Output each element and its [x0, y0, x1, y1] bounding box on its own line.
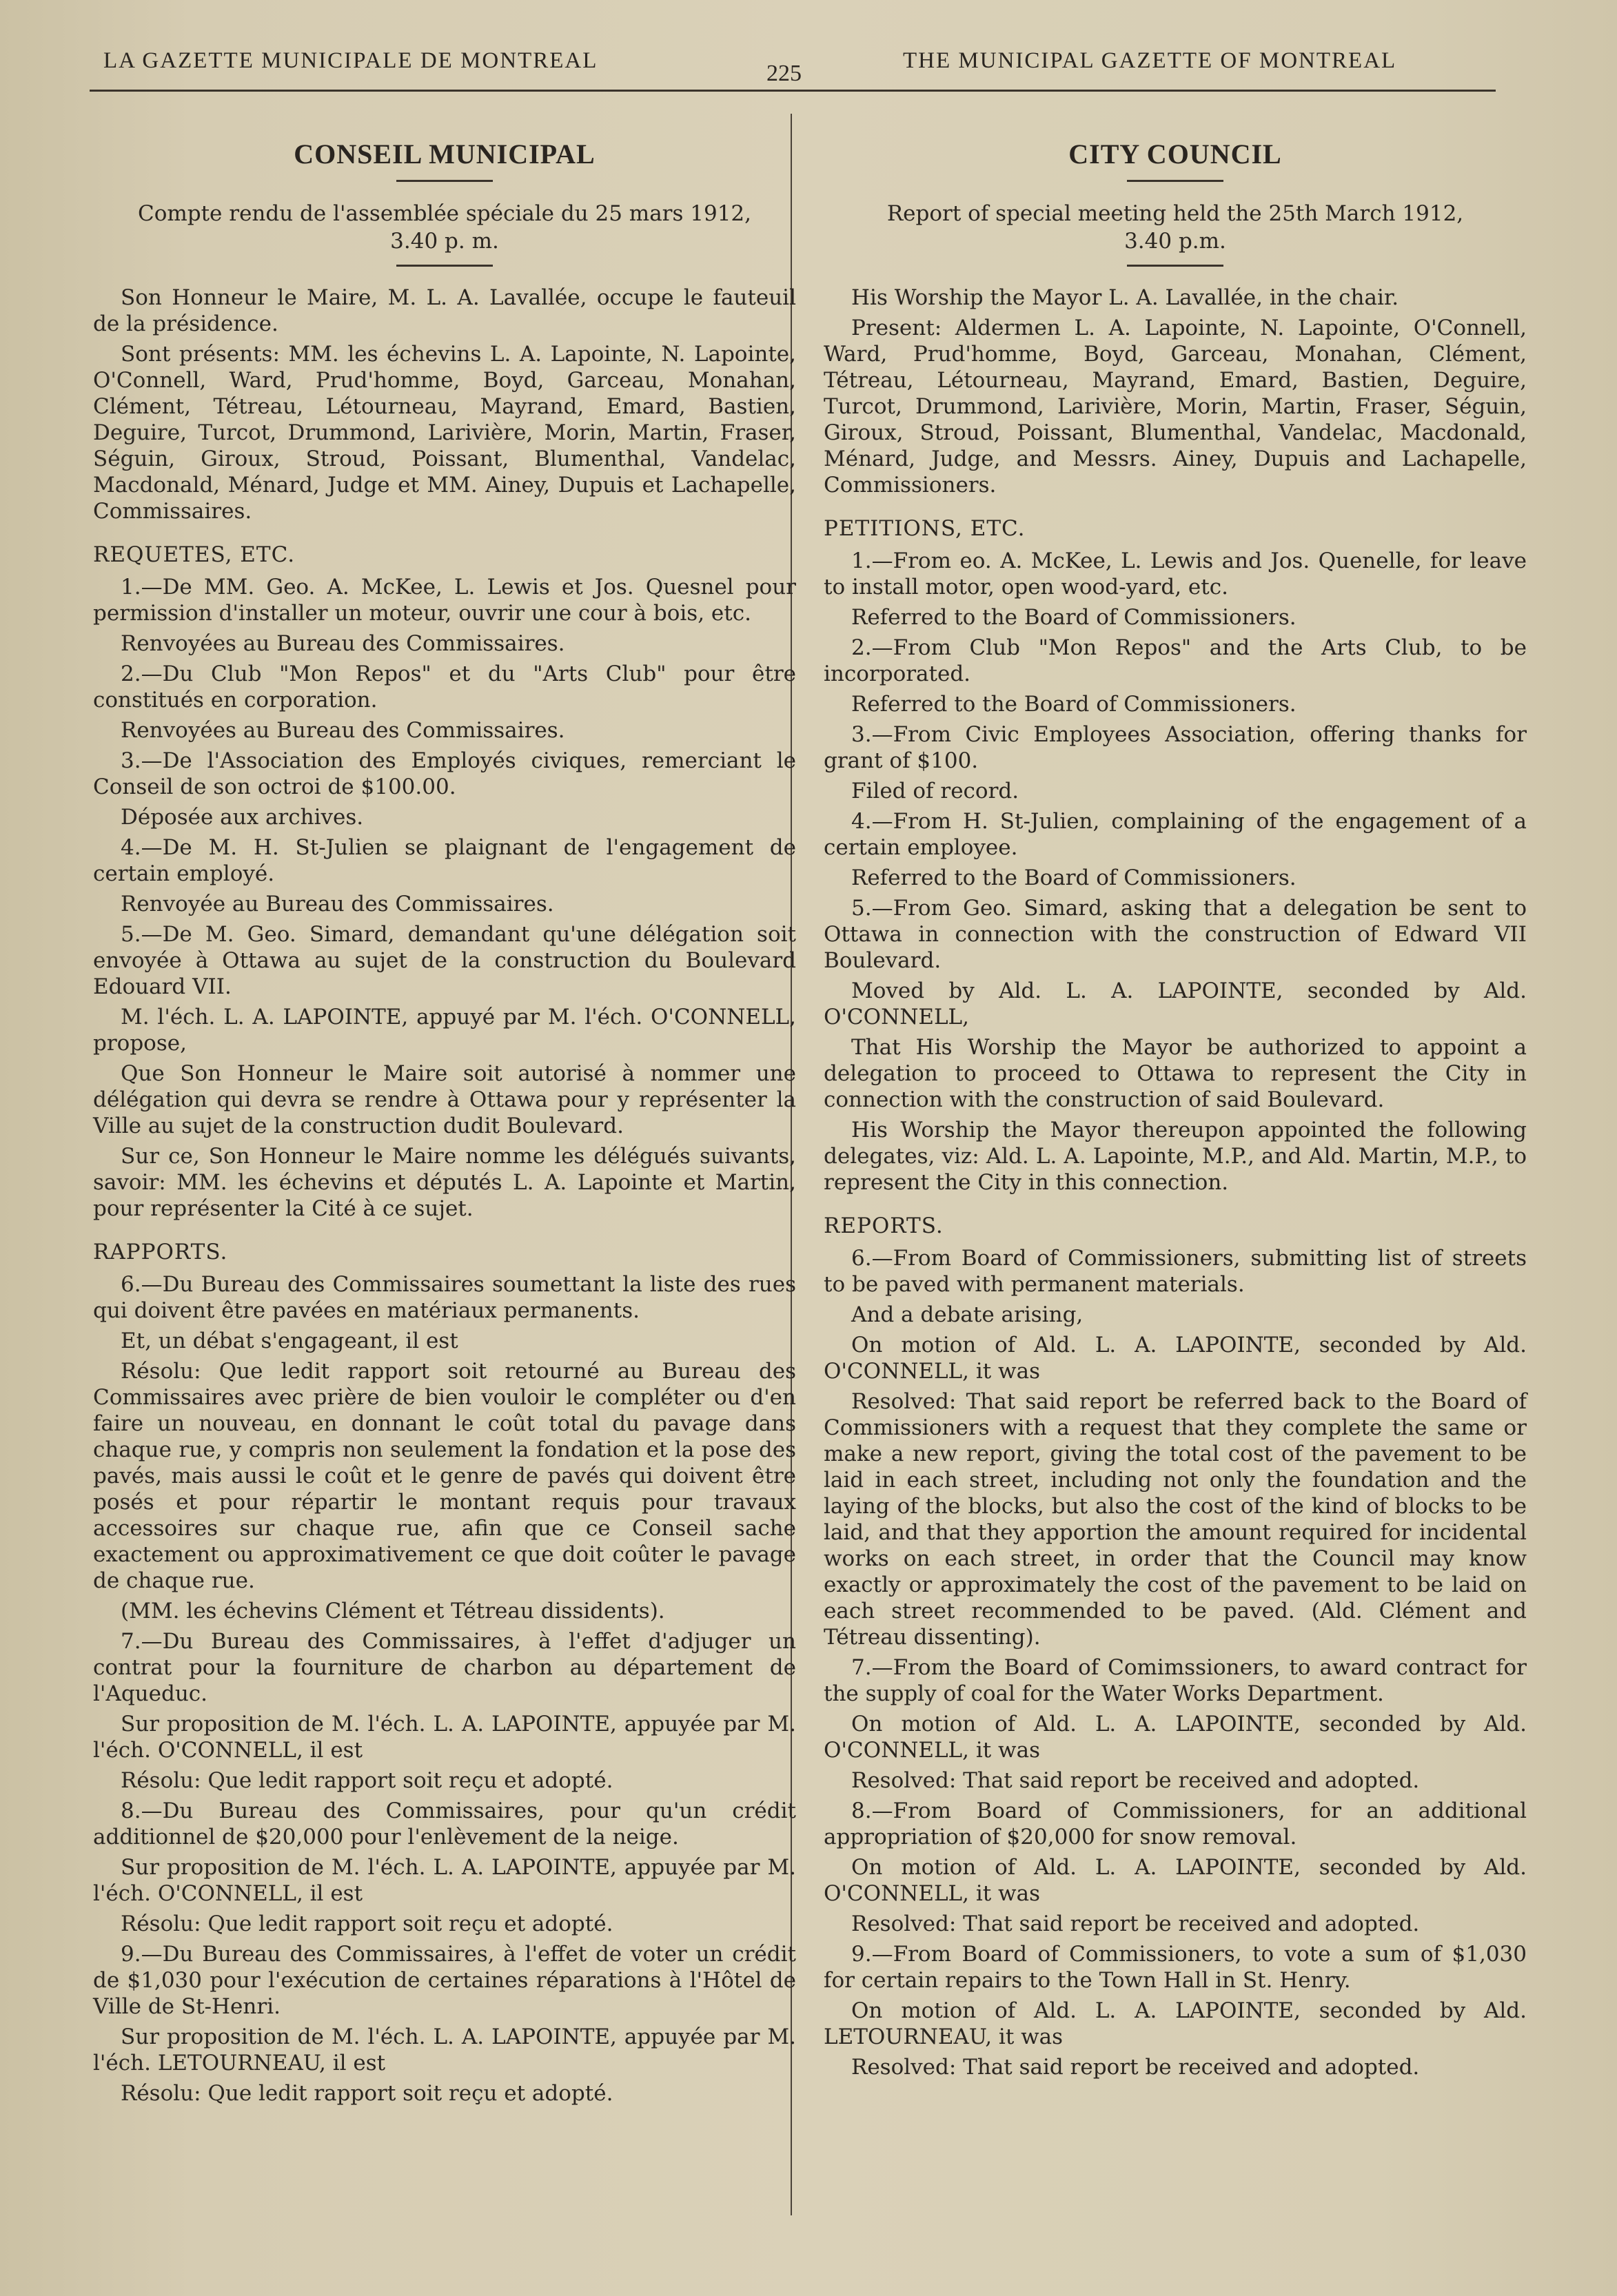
french-column — [93, 124, 796, 2111]
english-report-9-resolved: Resolved: That said report be received and adopted. — [851, 2055, 1420, 2080]
french-report-8-motion: Sur proposition de M. l'éch. L. A. LAPOINTE, appuyée par M. l'éch. O'CONNELL, il est — [93, 1855, 796, 1906]
french-request-3-action: Déposée aux archives. — [121, 805, 364, 830]
english-report-6-resolved: Resolved: That said report be referred back to the Board of Commissioners with a request that they complete the same or make a new report, giving the total cost of the pavement to be laid in each street, including not only the foundation and the laying of the blocks, but also the cost of the kind of blocks to be laid, and that they apportion the amount required for incidental works on each street, in order that the Council may know exactly or approximately the cost of the pavement to be laid on each street recommended to be paved. (Ald. Clément and Tétreau dissenting). — [824, 1389, 1527, 1650]
page-number: 225 — [766, 61, 802, 86]
french-title-rule — [396, 180, 493, 182]
english-petition-3-action: Filed of record. — [851, 779, 1019, 803]
french-report-7-resolved: Résolu: Que ledit rapport soit reçu et adopté. — [121, 1768, 613, 1793]
french-title: CONSEIL MUNICIPAL — [294, 139, 596, 170]
english-motion-1: Moved by Ald. L. A. LAPOINTE, seconded by Ald. O'CONNELL, — [824, 978, 1527, 1029]
french-report-9: 9.—Du Bureau des Commissaires, à l'effet de voter un crédit de $1,030 pour l'exécution de certaines réparations à l'Hôtel de Ville de St-Henri. — [93, 1942, 796, 2019]
french-request-4: 4.—De M. H. St-Julien se plaignant de l'engagement de certain employé. — [93, 835, 796, 886]
french-report-7-motion: Sur proposition de M. l'éch. L. A. LAPOINTE, appuyée par M. l'éch. O'CONNELL, il est — [93, 1712, 796, 1763]
english-petitions-heading: PETITIONS, ETC. — [824, 516, 1026, 541]
english-title: CITY COUNCIL — [1068, 139, 1282, 170]
french-request-2-action: Renvoyées au Bureau des Commissaires. — [121, 718, 565, 743]
english-report-6-motion: On motion of Ald. L. A. LAPOINTE, seconded by Ald. O'CONNELL, it was — [824, 1333, 1527, 1384]
english-report-8-motion: On motion of Ald. L. A. LAPOINTE, seconded by Ald. O'CONNELL, it was — [824, 1855, 1527, 1906]
french-rapports-heading: RAPPORTS. — [93, 1240, 228, 1264]
french-subtitle: Compte rendu de l'assemblée spéciale du 25 mars 1912, 3.40 p. m. — [137, 201, 752, 254]
english-present: Present: Aldermen L. A. Lapointe, N. Lapointe, O'Connell, Ward, Prud'homme, Boyd, Garceau, Monahan, Clément, Tétreau, Létourneau, Mayrand, Emard, Bastien, Deguire, Turcot, Drummond, Larivière, Morin, Martin, Fraser, Séguin, Giroux, Stroud, Poissant, Blumenthal, Vandelac, Macdonald, Ménard, Judge, and Messrs. Ainey, Dupuis and Lachapelle, Commissioners. — [824, 316, 1527, 498]
french-request-5: 5.—De M. Geo. Simard, demandant qu'une délégation soit envoyée à Ottawa au sujet de la construction du Boulevard Edouard VII. — [93, 922, 796, 999]
english-reports-heading: REPORTS. — [824, 1213, 944, 1238]
english-petition-3: 3.—From Civic Employees Association, offering thanks for grant of $100. — [824, 722, 1527, 773]
french-request-1: 1.—De MM. Geo. A. McKee, L. Lewis et Jos. Quesnel pour permission d'installer un moteur, ouvrir une cour à bois, etc. — [93, 575, 796, 626]
english-report-8-resolved: Resolved: That said report be received and adopted. — [851, 1911, 1420, 1936]
english-report-7-resolved: Resolved: That said report be received and adopted. — [851, 1768, 1420, 1793]
english-petition-5: 5.—From Geo. Simard, asking that a delegation be sent to Ottawa in connection with the construction of Edward VII Boulevard. — [824, 896, 1527, 973]
french-motion-1: M. l'éch. L. A. LAPOINTE, appuyé par M. l'éch. O'CONNELL, propose, — [93, 1005, 796, 1056]
french-request-3: 3.—De l'Association des Employés civiques, remerciant le Conseil de son octroi de $100.00. — [93, 748, 796, 799]
english-report-6: 6.—From Board of Commissioners, submitting list of streets to be paved with permanent materials. — [824, 1246, 1527, 1297]
english-chair: His Worship the Mayor L. A. Lavallée, in the chair. — [851, 285, 1399, 310]
french-report-8-resolved: Résolu: Que ledit rapport soit reçu et adopté. — [121, 1911, 613, 1936]
french-report-9-motion: Sur proposition de M. l'éch. L. A. LAPOINTE, appuyée par M. l'éch. LETOURNEAU, il est — [93, 2025, 796, 2075]
english-petition-2-action: Referred to the Board of Commissioners. — [851, 692, 1296, 717]
french-request-2: 2.—Du Club "Mon Repos" et du "Arts Club" pour être constitués en corporation. — [93, 662, 796, 713]
english-petition-4: 4.—From H. St-Julien, complaining of the engagement of a certain employee. — [824, 809, 1527, 860]
french-delegates: Sur ce, Son Honneur le Maire nomme les délégués suivants, savoir: MM. les échevins et députés L. A. Lapointe et Martin, pour représenter la Cité à ce sujet. — [93, 1144, 796, 1221]
running-header-left: LA GAZETTE MUNICIPALE DE MONTREAL — [103, 48, 598, 73]
french-report-6-debate: Et, un débat s'engageant, il est — [121, 1329, 458, 1353]
french-request-4-action: Renvoyée au Bureau des Commissaires. — [121, 892, 554, 916]
english-motion-1-text: That His Worship the Mayor be authorized to appoint a delegation to proceed to Ottawa to represent the City in connection with the construction of said Boulevard. — [824, 1035, 1527, 1112]
french-report-9-resolved: Résolu: Que ledit rapport soit reçu et adopté. — [121, 2081, 613, 2106]
french-report-8: 8.—Du Bureau des Commissaires, pour qu'un crédit additionnel de $20,000 pour l'enlèvement de la neige. — [93, 1798, 796, 1849]
english-subtitle-rule — [1127, 265, 1223, 267]
english-petition-1: 1.—From eo. A. McKee, L. Lewis and Jos. Quenelle, for leave to install motor, open wood-yard, etc. — [824, 549, 1527, 599]
english-delegates: His Worship the Mayor thereupon appointed the following delegates, viz: Ald. L. A. Lapointe, M.P., and Ald. Martin, M.P., to represent the City in this connection. — [824, 1118, 1527, 1195]
french-present: Sont présents: MM. les échevins L. A. Lapointe, N. Lapointe, O'Connell, Ward, Prud'homme, Boyd, Garceau, Monahan, Clément, Tétreau, Létourneau, Mayrand, Emard, Bastien, Deguire, Turcot, Drummond, Larivière, Morin, Martin, Fraser, Séguin, Giroux, Stroud, Poissant, Blumenthal, Vandelac, Macdonald, Ménard, Judge et MM. Ainey, Dupuis et Lachapelle, Commissaires. — [93, 342, 796, 524]
french-report-7: 7.—Du Bureau des Commissaires, à l'effet d'adjuger un contrat pour la fourniture de charbon au département de l'Aqueduc. — [93, 1629, 796, 1706]
english-column — [824, 124, 1527, 2084]
english-petition-4-action: Referred to the Board of Commissioners. — [851, 865, 1296, 890]
french-report-6: 6.—Du Bureau des Commissaires soumettant la liste des rues qui doivent être pavées en matériaux permanents. — [93, 1272, 796, 1323]
french-report-6-resolved: Résolu: Que ledit rapport soit retourné au Bureau des Commissaires avec prière de bien vouloir le compléter ou d'en faire un nouveau, en donnant le coût total du pavage dans chaque rue, y compris non seulement la fondation et la pose des pavés, mais aussi le coût et le genre de pavés qui doivent être posés et pour répartir le montant requis pour travaux accessoires sur chaque rue, afin que ce Conseil sache exactement ou approximativement ce que doit coûter le pavage de chaque rue. — [93, 1359, 796, 1593]
english-subtitle: Report of special meeting held the 25th March 1912, 3.40 p.m. — [886, 201, 1464, 254]
french-request-1-action: Renvoyées au Bureau des Commissaires. — [121, 631, 565, 656]
french-chair: Son Honneur le Maire, M. L. A. Lavallée, occupe le fauteuil de la présidence. — [93, 285, 796, 336]
english-report-7: 7.—From the Board of Comimssioners, to award contract for the supply of coal for the Water Works Department. — [824, 1655, 1527, 1706]
english-petition-1-action: Referred to the Board of Commissioners. — [851, 605, 1296, 630]
english-petition-2: 2.—From Club "Mon Repos" and the Arts Club, to be incorporated. — [824, 635, 1527, 686]
english-report-8: 8.—From Board of Commissioners, for an additional appropriation of $20,000 for snow removal. — [824, 1798, 1527, 1849]
english-title-rule — [1127, 180, 1223, 182]
english-report-6-debate: And a debate arising, — [851, 1302, 1084, 1327]
english-report-9-motion: On motion of Ald. L. A. LAPOINTE, seconded by Ald. LETOURNEAU, it was — [824, 1998, 1527, 2049]
french-requetes-heading: REQUETES, ETC. — [93, 542, 296, 567]
french-report-6-dissent: (MM. les échevins Clément et Tétreau dissidents). — [121, 1599, 665, 1623]
french-subtitle-rule — [396, 265, 493, 267]
english-report-7-motion: On motion of Ald. L. A. LAPOINTE, seconded by Ald. O'CONNELL, it was — [824, 1712, 1527, 1763]
english-report-9: 9.—From Board of Commissioners, to vote a sum of $1,030 for certain repairs to the Town Hall in St. Henry. — [824, 1942, 1527, 1993]
header-rule — [90, 90, 1496, 92]
running-header-right: THE MUNICIPAL GAZETTE OF MONTREAL — [903, 48, 1397, 73]
french-motion-1-text: Que Son Honneur le Maire soit autorisé à nommer une délégation qui devra se rendre à Ottawa pour y représenter la Ville au sujet de la construction dudit Boulevard. — [93, 1061, 796, 1138]
